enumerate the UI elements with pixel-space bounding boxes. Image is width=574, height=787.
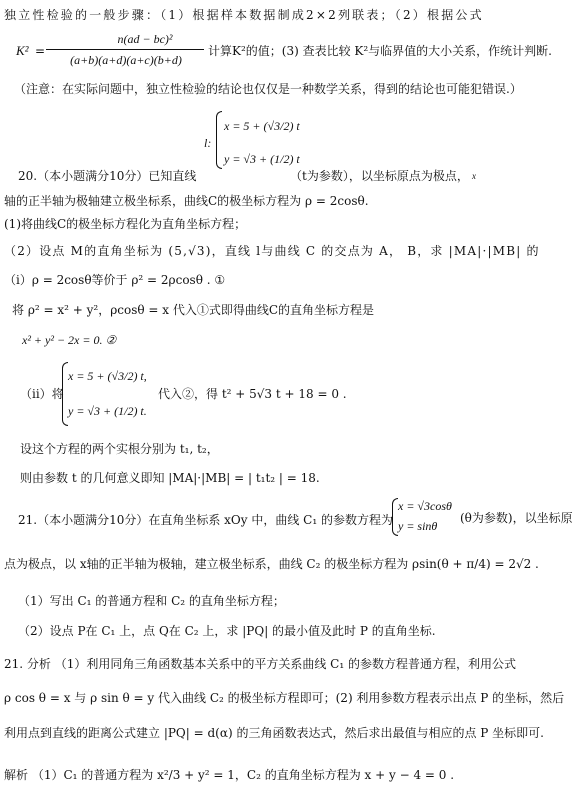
q21-line2: 点为极点，以 x轴的正半轴为极轴，建立极坐标系，曲线 C₂ 的极坐标方程为 ρsin(θ + π/4) = 2√2 . <box>4 557 539 571</box>
q20-param-note: （t为参数），以坐标原点为极点， <box>290 169 469 183</box>
k2-symbol: K² <box>16 43 29 58</box>
sol-ii-system-line1: x = 5 + (√3/2) t, <box>68 369 147 383</box>
sol-i3: x² + y² − 2x = 0. ② <box>22 333 117 347</box>
q20-line2: 轴的正半轴为极轴建立极坐标系，曲线C的极坐标方程为 ρ = 2cosθ. <box>4 194 369 208</box>
formula-denominator: (a+b)(a+d)(a+c)(b+d) <box>70 53 182 67</box>
p1-after-formula: 计算K²的值；(3) 查表比较 K²与临界值的大小关系，作统计判断. <box>208 44 552 58</box>
q21-system-line1: x = √3cosθ <box>398 499 452 513</box>
sol-roots: 设这个方程的两个实根分别为 t₁, t₂， <box>20 442 219 456</box>
p1-note: （注意：在实际问题中，独立性检验的结论也仅仅是一种数学关系，得到的结论也可能犯错误.） <box>14 82 522 96</box>
x-axis-mark: x <box>472 171 476 181</box>
q21-param-note: (θ为参数)，以坐标原 <box>460 511 573 525</box>
sol-ii-after: 代入②，得 t² + 5√3 t + 18 = 0 . <box>158 387 347 401</box>
q20-system-line2: y = √3 + (1/2) t <box>224 152 300 166</box>
q21-head: 21.（本小题满分10分）在直角坐标系 xOy 中，曲线 C₁ 的参数方程为 <box>18 513 393 527</box>
fraction-bar <box>46 49 204 50</box>
p1-line1: 独立性检验的一般步骤：（1）根据样本数据制成2×2列联表；（2）根据公式 <box>4 8 484 22</box>
analysis-line1: 21. 分析 （1）利用同角三角函数基本关系中的平方关系曲线 C₁ 的参数方程普通方程，利用公式 <box>4 657 516 671</box>
analysis-line4: 解析 （1）C₁ 的普通方程为 x²/3 + y² = 1，C₂ 的直角坐标方程为 x + y − 4 = 0 . <box>4 768 455 782</box>
q20-head: 20.（本小题满分10分）已知直线 <box>18 169 197 183</box>
q21-part1: （1）写出 C₁ 的普通方程和 C₂ 的直角坐标方程； <box>18 594 285 608</box>
sol-final: 则由参数 t 的几何意义即知 |MA|·|MB| = | t₁t₂ | = 18. <box>20 471 320 485</box>
equals-sign: = <box>35 44 46 58</box>
analysis-line3: 利用点到直线的距离公式建立 |PQ| = d(α) 的三角函数表达式，然后求出最值与相应的点 P 坐标即可. <box>4 726 544 740</box>
q20-system-line1: x = 5 + (√3/2) t <box>224 119 300 133</box>
q21-system-line2: y = sinθ <box>398 519 438 533</box>
q20-part1: (1)将曲线C的极坐标方程化为直角坐标方程； <box>4 217 247 231</box>
system-brace <box>216 111 222 169</box>
line-label: l: <box>204 136 212 150</box>
sol-i: （i）ρ = 2cosθ等价于 ρ² = 2ρcosθ . ① <box>4 273 226 287</box>
sol-i2: 将 ρ² = x² + y²，ρcosθ = x 代入①式即得曲线C的直角坐标方程是 <box>12 303 375 317</box>
q20-part2: （2）设点 M的直角坐标为 (5,√3)，直线 l与曲线 C 的交点为 A， B，求 |MA|·|MB| 的 <box>4 244 540 258</box>
sol-ii-label: （ii）将 <box>20 387 64 401</box>
q21-part2: （2）设点 P在 C₁ 上，点 Q在 C₂ 上，求 |PQ| 的最小值及此时 P 的直角坐标. <box>18 624 436 638</box>
sol-ii-system-line2: y = √3 + (1/2) t. <box>68 404 147 418</box>
analysis-line2: ρ cos θ = x 与 ρ sin θ = y 代入曲线 C₂ 的极坐标方程即可；(2) 利用参数方程表示出点 P 的坐标，然后 <box>4 691 565 705</box>
formula-numerator: n(ad − bc)² <box>117 32 173 46</box>
